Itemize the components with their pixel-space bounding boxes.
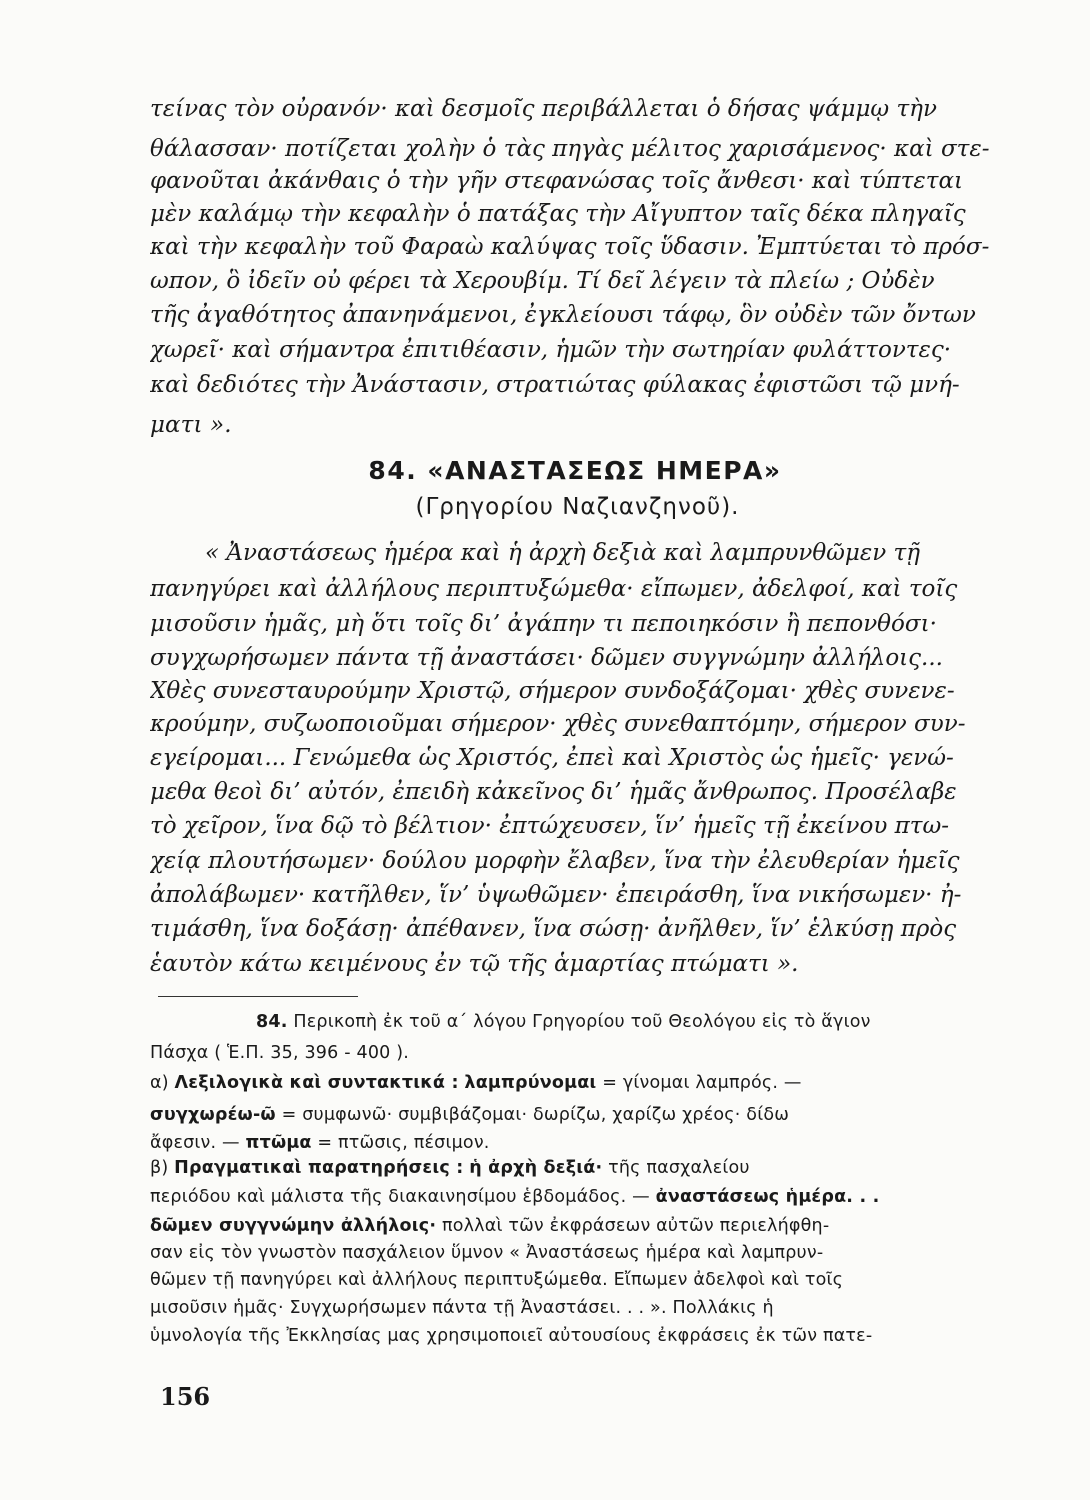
quote-line: ἀπολάβωμεν· κατῆλθεν, ἵν’ ὑψωθῶμεν· ἐπειράσθη, ἵνα νικήσωμεν· ἠ- — [150, 882, 962, 908]
section-title: 84. «ΑΝΑΣΤΑΣΕΩΣ ΗΜΕΡΑ» — [368, 456, 782, 485]
footnote-line — [150, 1158, 1010, 1178]
body-line: χωρεῖ· καὶ σήμαντρα ἐπιτιθέασιν, ἡμῶν τὴν σωτηρίαν φυλάττοντες· — [150, 337, 952, 363]
quote-line: κρούμην, συζωοποιοῦμαι σήμερον· χθὲς συνεθαπτόμην, σήμερον συν- — [150, 711, 966, 737]
note-text: τῆς πασχαλείου — [608, 1158, 750, 1178]
page-number: 156 — [160, 1382, 211, 1411]
term: λαμπρύνομαι — [464, 1073, 597, 1093]
footnote-line — [150, 1073, 1010, 1093]
footnote-line: ὑμνολογία τῆς Ἐκκλησίας μας χρησιμοποιεῖ αὐτουσίους ἐκφράσεις ἐκ τῶν πατε- — [150, 1326, 873, 1346]
term: ἡ ἀρχὴ δεξιά· — [469, 1158, 603, 1178]
body-line: τείνας τὸν οὐρανόν· καὶ δεσμοῖς περιβάλλεται ὁ δήσας ψάμμῳ τὴν — [150, 96, 937, 122]
term: συγχωρέω-ῶ — [150, 1105, 276, 1125]
term: δῶμεν συγγνώμην ἀλλήλοις· — [150, 1216, 437, 1236]
body-line: τῆς ἀγαθότητος ἀπανηνάμενοι, ἐγκλείουσι τάφῳ, ὃν οὐδὲν τῶν ὄντων — [150, 302, 976, 328]
body-line: καὶ δεδιότες τὴν Ἀνάστασιν, στρατιώτας φύλακας ἐφιστῶσι τῷ μνή- — [150, 372, 960, 398]
quote-line: Χθὲς συνεσταυρούμην Χριστῷ, σήμερον συνδοξάζομαι· χθὲς συνενε- — [150, 678, 955, 704]
footnote-reference: Περικοπὴ ἐκ τοῦ α΄ λόγου Γρηγορίου τοῦ Θεολόγου εἰς τὸ ἅγιον — [293, 1012, 871, 1032]
footnote-number: 84. — [256, 1012, 288, 1032]
footnote-line — [150, 1105, 1010, 1125]
body-line: καὶ τὴν κεφαλὴν τοῦ Φαραὼ καλύψας τοῖς ὕδασιν. Ἐμπτύεται τὸ πρόσ- — [150, 234, 990, 260]
footnote-line: σαν εἰς τὸν γνωστὸν πασχάλειον ὕμνον « Ἀναστάσεως ἡμέρα καὶ λαμπρυν- — [150, 1243, 824, 1263]
quote-line: τὸ χεῖρον, ἵνα δῷ τὸ βέλτιον· ἐπτώχευσεν, ἵν’ ἡμεῖς τῇ ἐκείνου πτω- — [150, 813, 950, 839]
footnote-line: θῶμεν τῇ πανηγύρει καὶ ἀλλήλους περιπτυξώμεθα. Εἴπωμεν ἀδελφοὶ καὶ τοῖς — [150, 1270, 844, 1290]
note-text: πολλαὶ τῶν ἐκφράσεων αὐτῶν περιελήφθη- — [441, 1216, 830, 1236]
footnote-line: μισοῦσιν ἡμᾶς· Συγχωρήσωμεν πάντα τῇ Ἀναστάσει. . . ». Πολλάκις ἡ — [150, 1298, 774, 1318]
footnote-line — [256, 1012, 1010, 1032]
quote-line: εγείρομαι... Γενώμεθα ὡς Χριστός, ἐπεὶ καὶ Χριστὸς ὡς ἡμεῖς· γενώ- — [150, 745, 954, 771]
note-text: περιόδου καὶ μάλιστα τῆς διακαινησίμου ἑβδομάδος. — — [150, 1187, 650, 1207]
footnote-rule — [158, 996, 358, 997]
quote-line: « Ἀναστάσεως ἡμέρα καὶ ἡ ἀρχὴ δεξιὰ καὶ λαμπρυνθῶμεν τῇ — [205, 540, 921, 566]
body-line: φανοῦται ἀκάνθαις ὁ τὴν γῆν στεφανώσας τοῖς ἄνθεσι· καὶ τύπτεται — [150, 168, 964, 194]
body-line: μὲν καλάμῳ τὴν κεφαλὴν ὁ πατάξας τὴν Αἴγυπτον ταῖς δέκα πληγαῖς — [150, 201, 966, 227]
section-subtitle: (Γρηγορίου Ναζιανζηνοῦ). — [415, 494, 740, 520]
definition: = γίνομαι λαμπρός. — — [602, 1073, 802, 1093]
item-marker: β) — [150, 1158, 169, 1178]
term: πτῶμα — [245, 1133, 312, 1153]
body-line: ματι ». — [150, 412, 232, 438]
term: ἀναστάσεως ἡμέρα. . . — [655, 1187, 880, 1207]
quote-line: μισοῦσιν ἡμᾶς, μὴ ὅτι τοῖς δι’ ἀγάπην τι πεποιηκόσιν ἢ πεπονθόσι· — [150, 611, 937, 637]
footnote-line — [150, 1187, 1010, 1207]
item-marker: α) — [150, 1073, 169, 1093]
quote-line: τιμάσθη, ἵνα δοξάσῃ· ἀπέθανεν, ἵνα σώσῃ· ἀνῆλθεν, ἵν’ ἑλκύσῃ πρὸς — [150, 916, 957, 942]
item-title: Πραγματικαὶ παρατηρήσεις : — [174, 1158, 464, 1178]
definition: ἄφεσιν. — — [150, 1133, 240, 1153]
definition: = πτῶσις, πέσιμον. — [317, 1133, 490, 1153]
footnote-line: Πάσχα ( Ἑ.Π. 35, 396 - 400 ). — [150, 1043, 410, 1063]
item-title: Λεξιλογικὰ καὶ συντακτικά : — [174, 1073, 459, 1093]
quote-line: πανηγύρει καὶ ἀλλήλους περιπτυξώμεθα· εἴπωμεν, ἀδελφοί, καὶ τοῖς — [150, 576, 958, 602]
body-line: θάλασσαν· ποτίζεται χολὴν ὁ τὰς πηγὰς μέλιτος χαρισάμενος· καὶ στε- — [150, 136, 990, 162]
definition: = συμφωνῶ· συμβιβάζομαι· δωρίζω, χαρίζω χρέος· δίδω — [281, 1105, 790, 1125]
body-line: ωπον, ὃ ἰδεῖν οὐ φέρει τὰ Χερουβίμ. Τί δεῖ λέγειν τὰ πλείω ; Οὐδὲν — [150, 268, 935, 294]
quote-line: συγχωρήσωμεν πάντα τῇ ἀναστάσει· δῶμεν συγγνώμην ἀλλήλοις... — [150, 645, 943, 671]
footnote-line — [150, 1216, 1010, 1236]
quote-line: μεθα θεοὶ δι’ αὐτόν, ἐπειδὴ κἀκεῖνος δι’ ἡμᾶς ἄνθρωπος. Προσέλαβε — [150, 779, 957, 805]
footnote-line — [150, 1133, 1010, 1153]
quote-line: ἑαυτὸν κάτω κειμένους ἐν τῷ τῆς ἁμαρτίας πτώματι ». — [150, 951, 799, 977]
quote-line: χείᾳ πλουτήσωμεν· δούλου μορφὴν ἔλαβεν, ἵνα τὴν ἐλευθερίαν ἡμεῖς — [150, 848, 960, 874]
